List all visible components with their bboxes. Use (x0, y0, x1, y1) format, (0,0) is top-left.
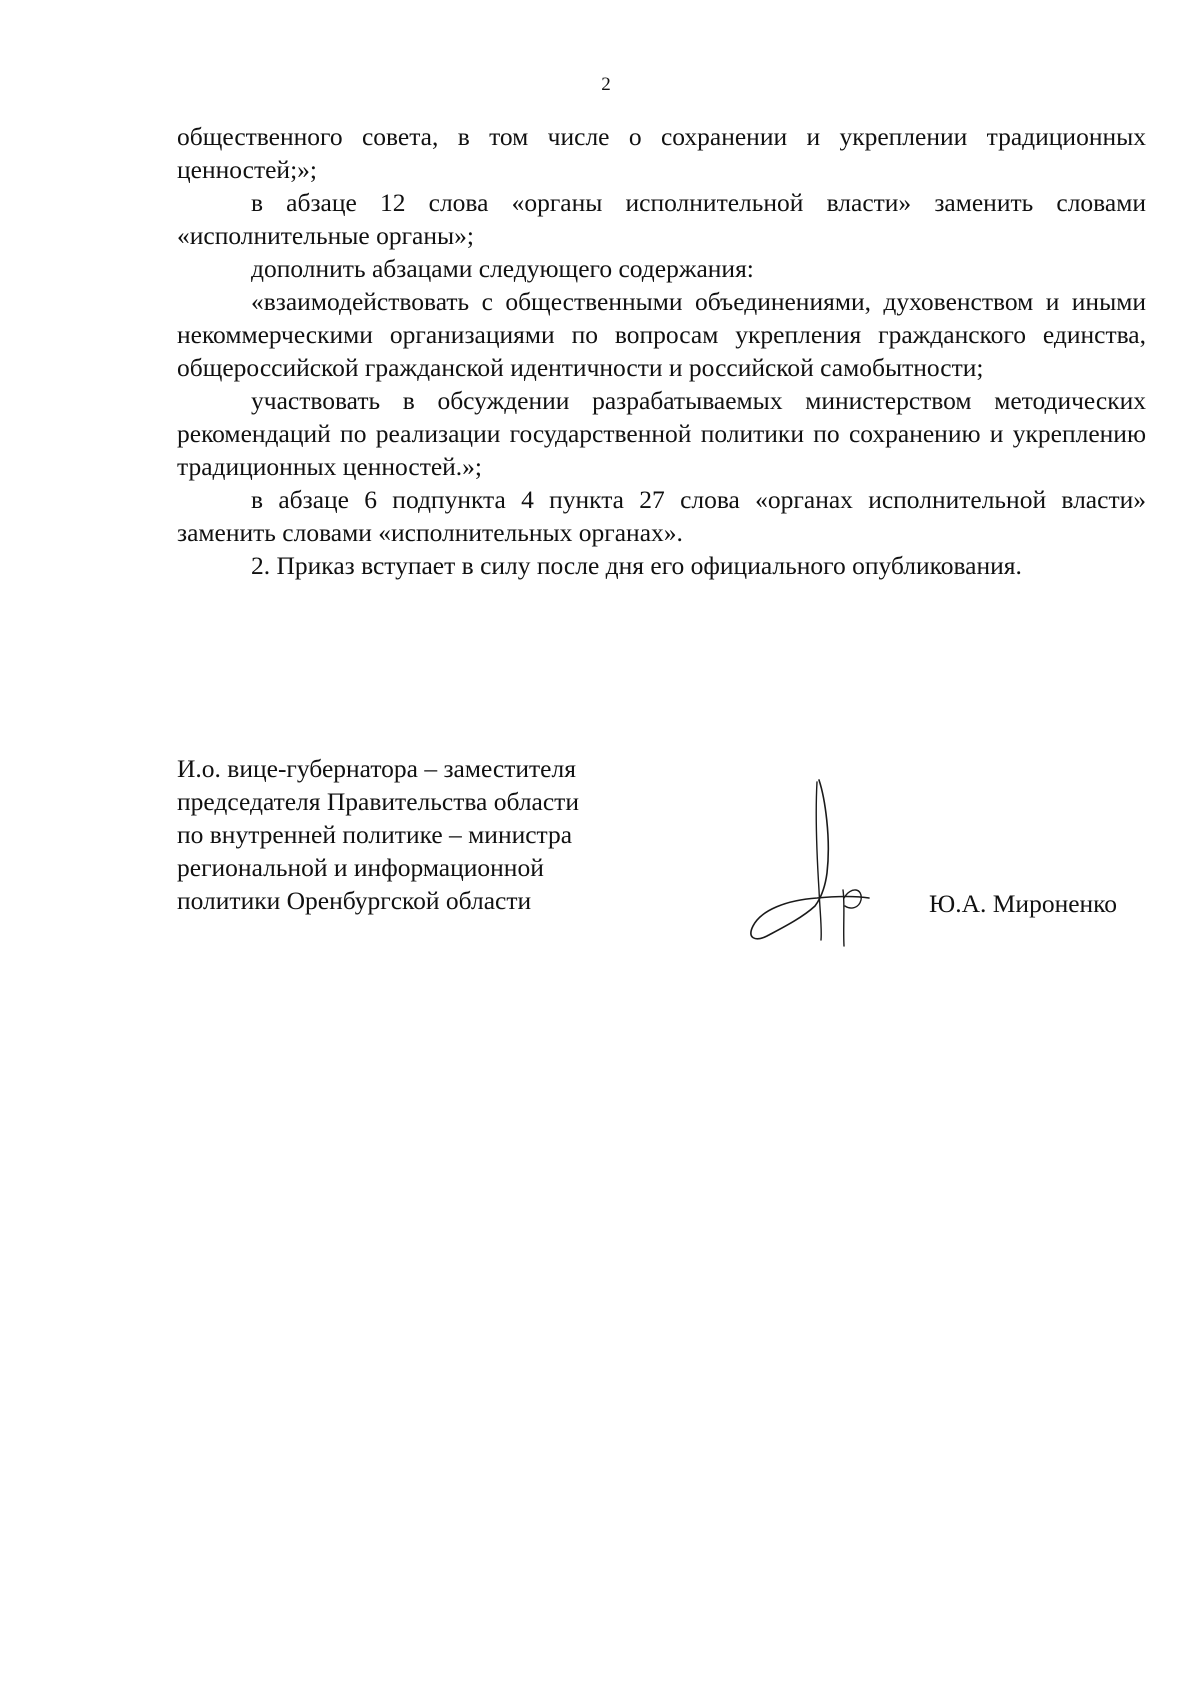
signer-position-line: политики Оренбургской области (177, 886, 532, 915)
page-number: 2 (601, 74, 611, 95)
signature-stroke (751, 780, 869, 939)
handwritten-signature (747, 778, 887, 948)
signer-position-line: по внутренней политике – министра (177, 820, 573, 849)
paragraph-7: 2. Приказ вступает в силу после дня его официального опубликования. (251, 551, 1022, 580)
signer-position-line: региональной и информационной (177, 853, 544, 882)
signature-stroke (844, 890, 861, 908)
signature-block (177, 752, 1146, 952)
paragraph-2: в абзаце 12 слова «органы исполнительной власти» заменить словами «исполнительные органы»; (177, 188, 1146, 250)
signature-stroke (816, 782, 821, 940)
signer-position (177, 752, 657, 917)
paragraph-4: «взаимодействовать с общественными объединениями, духовенством и иными некоммерческими организациями по вопросам укрепления гражданского единства, общероссийской гражданской идентичности и российской самобытности; (177, 287, 1146, 382)
signer-position-line: председателя Правительства области (177, 787, 579, 816)
paragraph-1: общественного совета, в том числе о сохранении и укреплении традиционных ценностей;»; (177, 122, 1146, 184)
paragraph-6: в абзаце 6 подпункта 4 пункта 27 слова «органах исполнительной власти» заменить словами «исполнительных органах». (177, 485, 1146, 547)
paragraph-5: участвовать в обсуждении разрабатываемых министерством методических рекомендаций по реализации государственной политики по сохранению и укреплению традиционных ценностей.»; (177, 386, 1146, 481)
paragraph-3: дополнить абзацами следующего содержания: (251, 254, 754, 283)
signer-position-line: И.о. вице-губернатора – заместителя (177, 754, 576, 783)
signer-name: Ю.А. Мироненко (929, 889, 1118, 918)
document-body (177, 120, 1146, 582)
